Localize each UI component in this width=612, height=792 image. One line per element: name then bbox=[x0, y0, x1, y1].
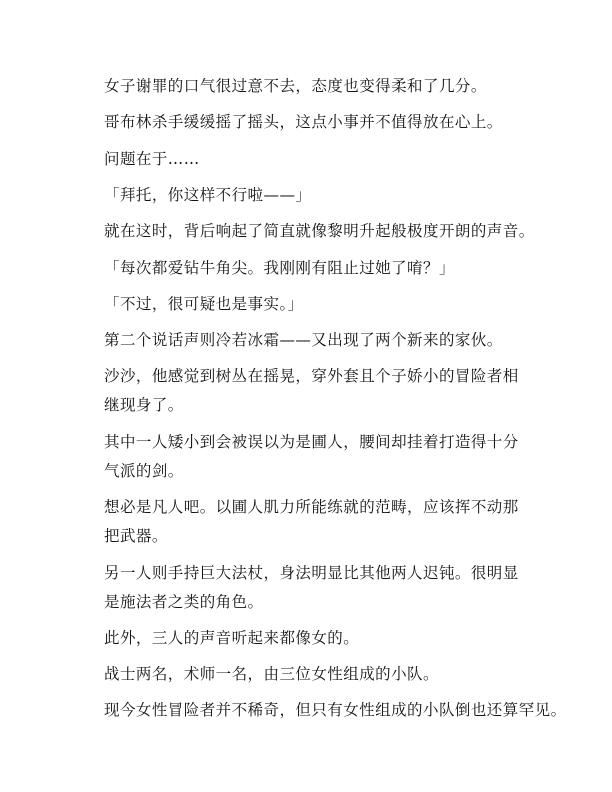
paragraph: 「拜托，你这样不行啦——」 bbox=[104, 186, 312, 204]
paragraph: 「每次都爱钻牛角尖。我刚刚有阻止过她了唷？」 bbox=[104, 259, 455, 277]
paragraph: 战士两名，术师一名，由三位女性组成的小队。 bbox=[104, 665, 439, 683]
paragraph: 另一人则手持巨大法杖，身法明显比其他两人迟钝。很明显是施法者之类的角色。 bbox=[104, 564, 519, 611]
paragraph: 第二个说话声则冷若冰霜——又出现了两个新来的家伙。 bbox=[104, 331, 503, 349]
paragraph: 其中一人矮小到会被误以为是圃人，腰间却挂着打造得十分气派的剑。 bbox=[104, 433, 519, 480]
paragraph: 此外，三人的声音听起来都像女的。 bbox=[104, 629, 360, 647]
paragraph: 女子谢罪的口气很过意不去，态度也变得柔和了几分。 bbox=[104, 77, 487, 95]
paragraph: 沙沙，他感觉到树丛在摇晃，穿外套且个子娇小的冒险者相继现身了。 bbox=[104, 367, 519, 414]
paragraph: 哥布林杀手缓缓摇了摇头，这点小事并不值得放在心上。 bbox=[104, 113, 503, 131]
paragraph: 就在这时，背后响起了简直就像黎明升起般极度开朗的声音。 bbox=[104, 222, 535, 240]
paragraph: 问题在于…… bbox=[104, 150, 200, 168]
paragraph: 现今女性冒险者并不稀奇，但只有女性组成的小队倒也还算罕见。 bbox=[104, 701, 567, 719]
paragraph: 「不过，很可疑也是事实。」 bbox=[104, 295, 304, 313]
paragraph: 想必是凡人吧。以圃人肌力所能练就的范畴，应该挥不动那把武器。 bbox=[104, 498, 519, 545]
